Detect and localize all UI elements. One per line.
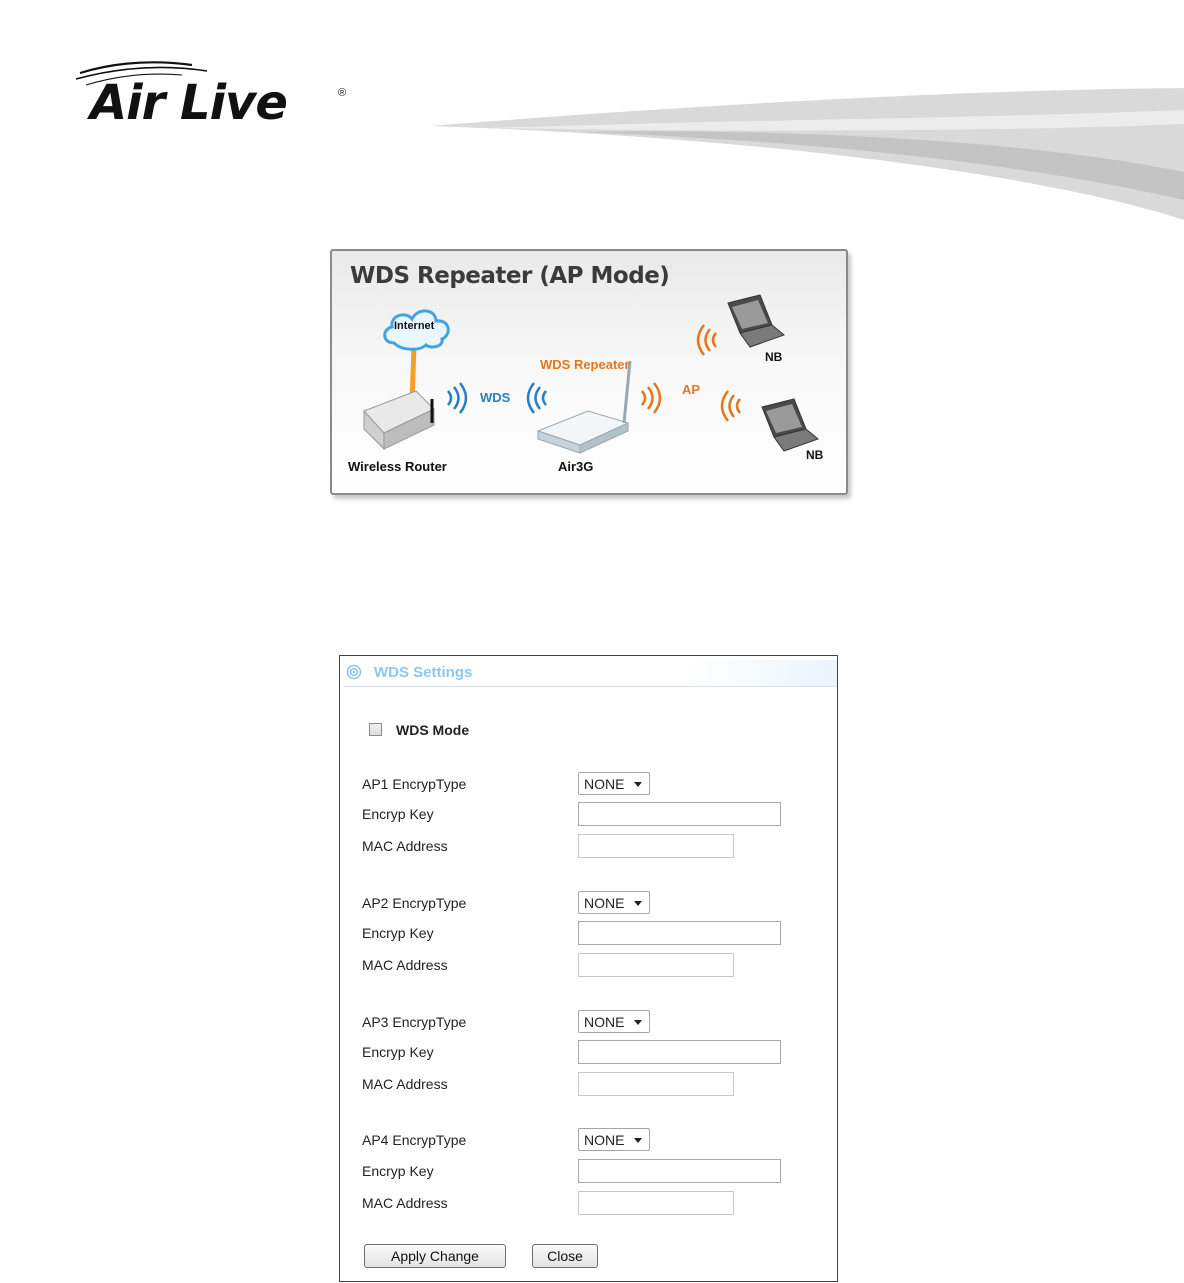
wifi-waves-icon [698, 325, 716, 355]
wds-mode-label: WDS Mode [396, 722, 470, 738]
ap4-encryp-type-select[interactable] [578, 1128, 650, 1151]
diagram-title: WDS Repeater (AP Mode) [350, 263, 670, 289]
panel-title: WDS Settings [374, 664, 473, 681]
registered-mark: ® [338, 87, 347, 99]
router-icon [364, 391, 434, 449]
air3g-device-icon [538, 361, 630, 453]
target-icon [346, 664, 362, 680]
ap4-encryp-type-value: NONE [584, 1132, 625, 1148]
wds-repeater-label: WDS Repeater [540, 357, 630, 372]
wds-settings-panel [339, 655, 838, 1282]
ap1-encryp-type-label: AP1 EncrypType [362, 776, 467, 792]
ap2-encryp-type-select[interactable] [578, 891, 650, 914]
ap2-mac-address-label: MAC Address [362, 957, 448, 973]
air3g-label: Air3G [558, 459, 594, 474]
ap2-encryp-type-label: AP2 EncrypType [362, 895, 467, 911]
ap2-encryp-key-label: Encryp Key [362, 925, 434, 941]
close-button[interactable]: Close [532, 1244, 598, 1268]
ap1-mac-address-label: MAC Address [362, 838, 448, 854]
dropdown-arrow-icon [634, 1138, 642, 1143]
laptop-icon [762, 399, 818, 451]
dropdown-arrow-icon [634, 901, 642, 906]
ap4-mac-address-input[interactable] [578, 1191, 734, 1215]
logo-text: Air Live [90, 75, 287, 131]
ap1-encryp-type-select[interactable] [578, 772, 650, 795]
header-decoration [430, 80, 1184, 230]
wds-mode-checkbox[interactable] [369, 723, 382, 736]
ap3-mac-address-label: MAC Address [362, 1076, 448, 1092]
ap-label: AP [682, 382, 701, 397]
wds-repeater-diagram [330, 249, 848, 495]
ap2-mac-address-input[interactable] [578, 953, 734, 977]
ap2-encryp-type-value: NONE [584, 895, 625, 911]
ap3-encryp-type-select[interactable] [578, 1010, 650, 1033]
panel-header [344, 660, 837, 687]
ap3-encryp-key-label: Encryp Key [362, 1044, 434, 1060]
ap1-encryp-key-label: Encryp Key [362, 806, 434, 822]
ap3-mac-address-input[interactable] [578, 1072, 734, 1096]
ap2-encryp-key-input[interactable] [578, 921, 781, 945]
apply-change-button[interactable]: Apply Change [364, 1244, 506, 1268]
internet-label: Internet [394, 320, 435, 332]
laptop-icon [728, 295, 784, 347]
wds-label: WDS [480, 390, 511, 405]
wifi-waves-icon [642, 383, 660, 413]
wifi-waves-icon [448, 383, 466, 413]
airlive-logo [72, 55, 362, 135]
wifi-waves-icon [722, 391, 740, 421]
dropdown-arrow-icon [634, 1020, 642, 1025]
ap1-encryp-type-value: NONE [584, 776, 625, 792]
ap1-encryp-key-input[interactable] [578, 802, 781, 826]
ap3-encryp-type-value: NONE [584, 1014, 625, 1030]
wifi-waves-icon [528, 383, 546, 413]
ap3-encryp-type-label: AP3 EncrypType [362, 1014, 467, 1030]
ap4-mac-address-label: MAC Address [362, 1195, 448, 1211]
ap4-encryp-key-input[interactable] [578, 1159, 781, 1183]
ap4-encryp-key-label: Encryp Key [362, 1163, 434, 1179]
dropdown-arrow-icon [634, 782, 642, 787]
wireless-router-label: Wireless Router [348, 459, 447, 474]
ap4-encryp-type-label: AP4 EncrypType [362, 1132, 467, 1148]
nb-bottom-label: NB [806, 448, 824, 462]
nb-top-label: NB [765, 350, 783, 364]
ap1-mac-address-input[interactable] [578, 834, 734, 858]
ap3-encryp-key-input[interactable] [578, 1040, 781, 1064]
